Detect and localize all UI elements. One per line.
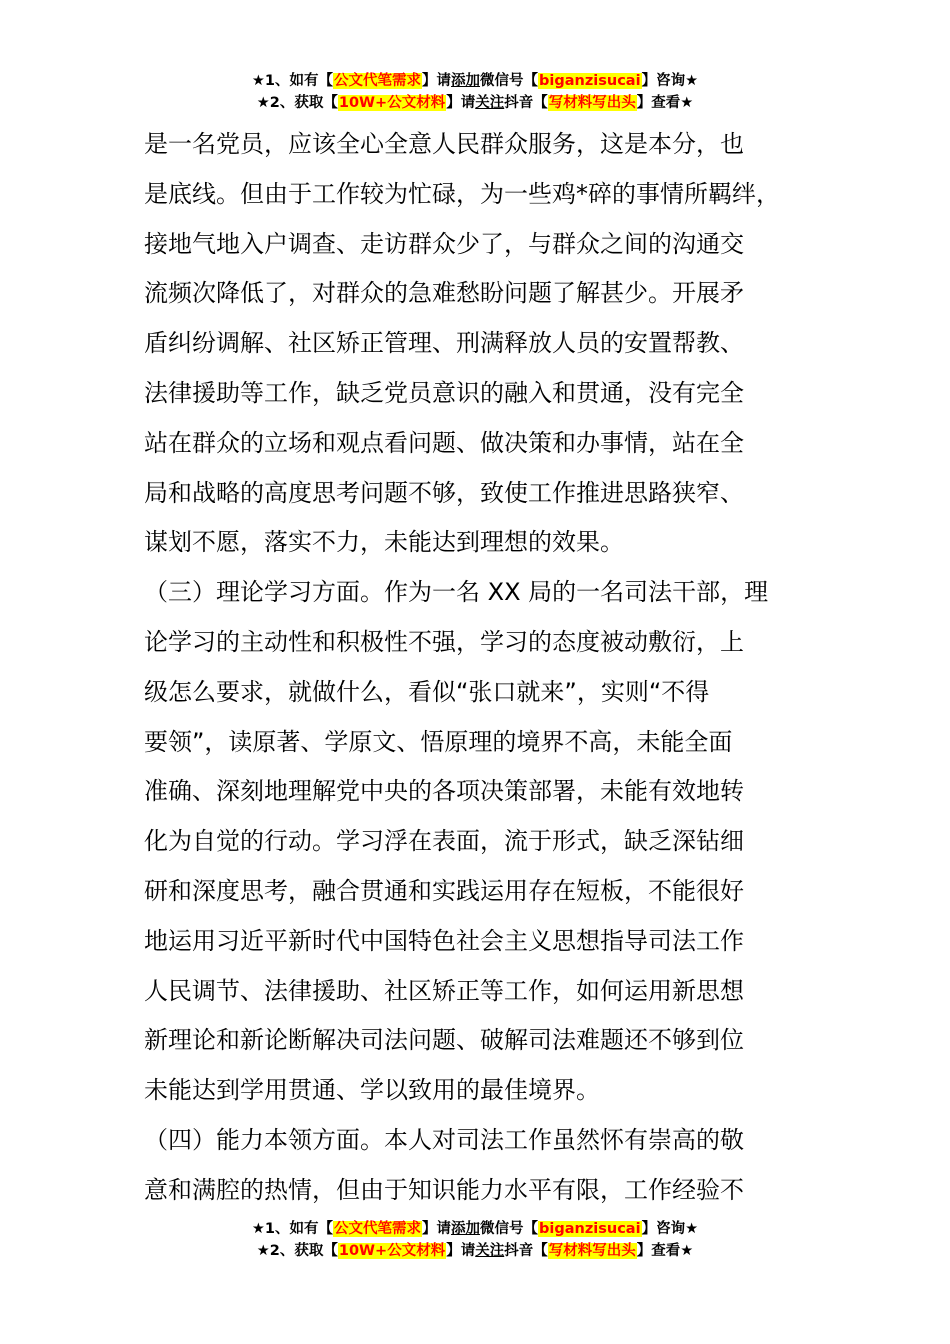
text-line: 新理论和新论断解决司法问题、破解司法难题还不够到位 [144, 1026, 744, 1055]
promo-line-2: ★2、获取【10W+公文材料】请关注抖音【写材料写出头】查看★ [256, 95, 694, 111]
promo-highlight: 公文代笔需求 [334, 1221, 422, 1237]
text-line: 意和满腔的热情，但由于知识能力水平有限，工作经验不 [144, 1175, 744, 1204]
text-line: 地运用习近平新时代中国特色社会主义思想指导司法工作 [144, 926, 744, 955]
text-line: 人民调节、法律援助、社区矫正等工作，如何运用新思想 [144, 976, 744, 1005]
text-line: 谋划不愿，落实不力，未能达到理想的效果。 [144, 528, 624, 557]
text-line: 局和战略的高度思考问题不够，致使工作推进思路狭窄、 [144, 478, 744, 507]
text-line: 准确、深刻地理解党中央的各项决策部署，未能有效地转 [144, 777, 744, 806]
promo-highlight: 10W+公文材料 [338, 95, 446, 111]
wechat-id-highlight: biganzisucai [539, 1221, 641, 1237]
promo-highlight: 公文代笔需求 [334, 73, 422, 89]
text-line: 论学习的主动性和积极性不强，学习的态度被动敷衍，上 [144, 627, 744, 656]
wechat-id-highlight: biganzisucai [539, 73, 641, 89]
section-heading-line: （三）理论学习方面。作为一名 XX 局的一名司法干部，理 [144, 578, 769, 607]
promo-highlight: 10W+公文材料 [338, 1243, 446, 1259]
text-line: 流频次降低了，对群众的急难愁盼问题了解甚少。开展矛 [144, 279, 744, 308]
text-line: 化为自觉的行动。学习浮在表面，流于形式，缺乏深钻细 [144, 827, 744, 856]
text-line: 未能达到学用贯通、学以致用的最佳境界。 [144, 1076, 600, 1105]
text-line: 要领”，读原著、学原文、悟原理的境界不高，未能全面 [144, 727, 733, 756]
douyin-id-highlight: 写材料写出头 [548, 1243, 636, 1259]
text-line: 级怎么要求，就做什么，看似“张口就来”，实则“不得 [144, 677, 710, 706]
text-line: 是底线。但由于工作较为忙碌，为一些鸡*碎的事情所羁绊， [144, 179, 780, 208]
text-line: 研和深度思考，融合贯通和实践运用存在短板，不能很好 [144, 876, 744, 905]
header-promo-banner [0, 70, 950, 114]
text-line: 是一名党员，应该全心全意人民群众服务，这是本分，也 [144, 130, 744, 158]
footer-promo-banner [0, 1218, 950, 1262]
text-line: 接地气地入户调查、走访群众少了，与群众之间的沟通交 [144, 229, 744, 258]
douyin-id-highlight: 写材料写出头 [548, 95, 636, 111]
document-body [144, 120, 824, 1216]
text-line: 盾纠纷调解、社区矫正管理、刑满释放人员的安置帮教、 [144, 329, 744, 358]
promo-line-1: ★1、如有【公文代笔需求】请添加微信号【biganzisucai】咨询★ [251, 73, 699, 89]
text-line: 站在群众的立场和观点看问题、做决策和办事情，站在全 [144, 428, 744, 457]
text-line: 法律援助等工作，缺乏党员意识的融入和贯通，没有完全 [144, 378, 744, 407]
promo-line-2: ★2、获取【10W+公文材料】请关注抖音【写材料写出头】查看★ [256, 1243, 694, 1259]
promo-line-1: ★1、如有【公文代笔需求】请添加微信号【biganzisucai】咨询★ [251, 1221, 699, 1237]
section-heading-line: （四）能力本领方面。本人对司法工作虽然怀有崇高的敬 [144, 1125, 744, 1154]
